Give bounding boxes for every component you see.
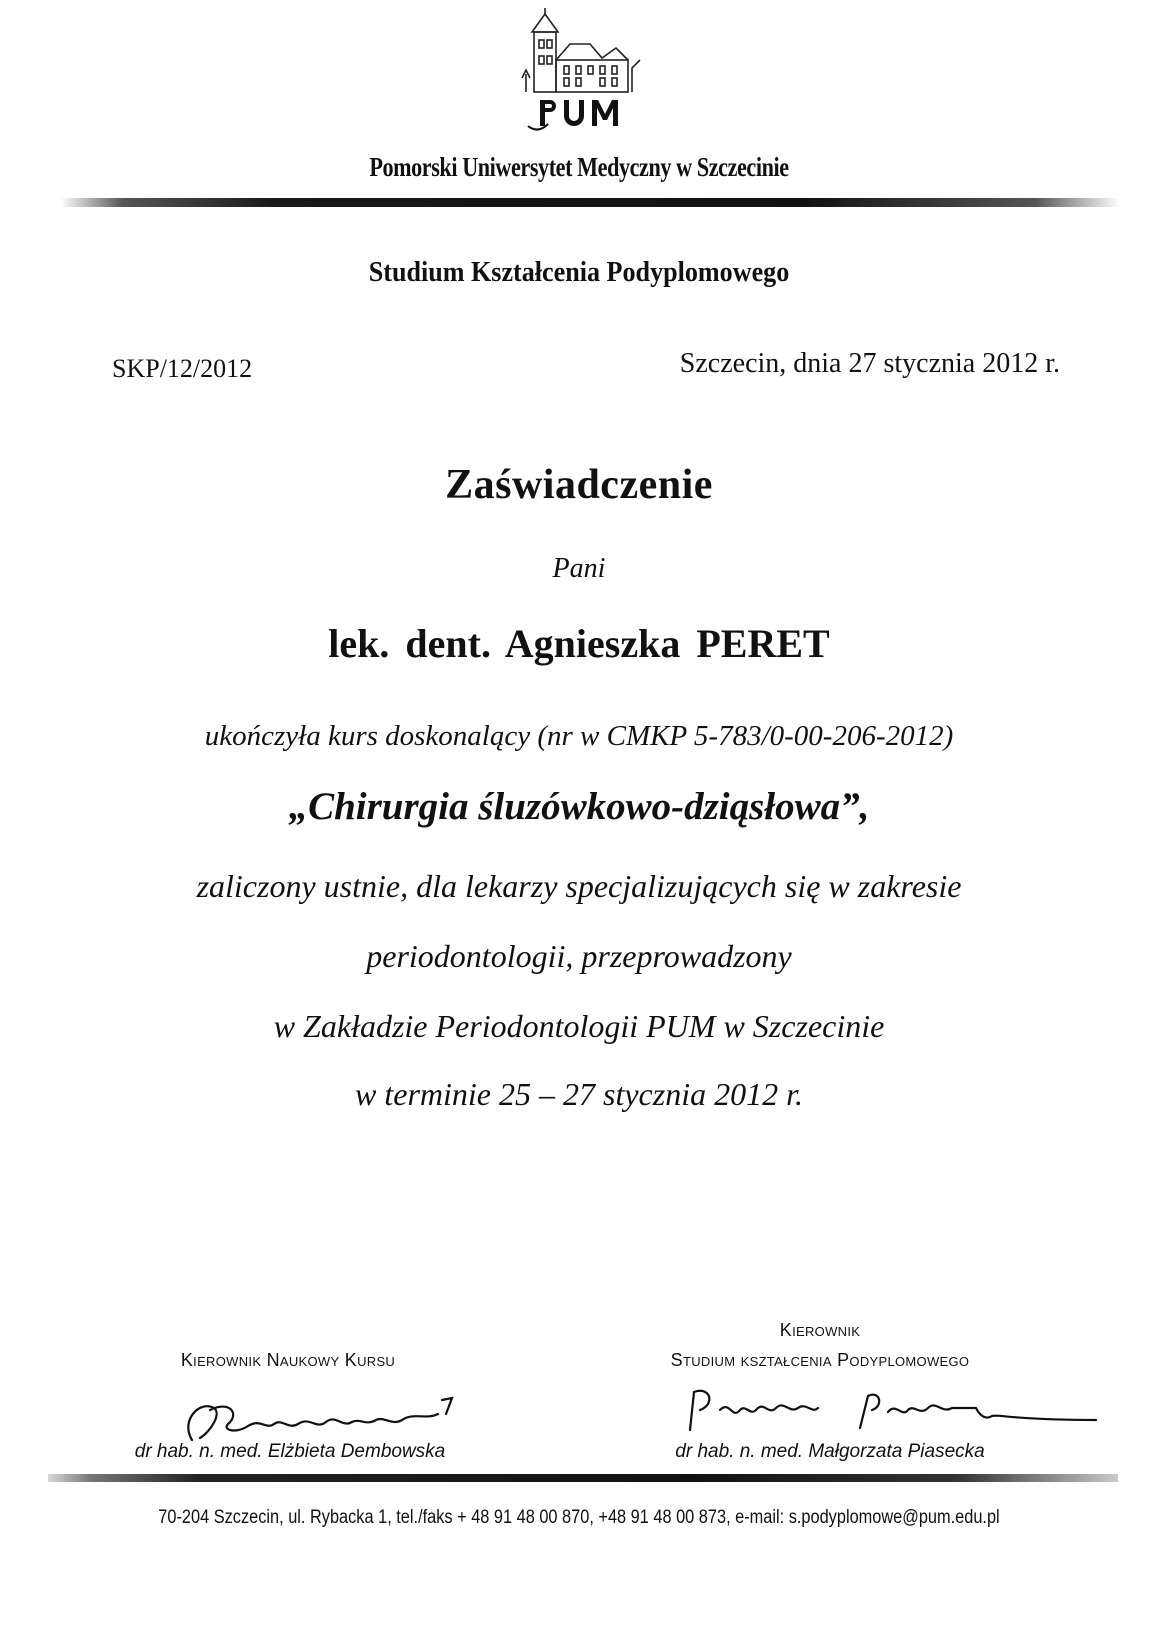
course-term: w terminie 25 – 27 stycznia 2012 r. (355, 1076, 803, 1112)
reference-number: SKP/12/2012 (112, 354, 253, 383)
course-name: „Chirurgia śluzówkowo-dziąsłowa”, (288, 785, 870, 828)
footer-contact: 70-204 Szczecin, ul. Rybacka 1, tel./faks + 48 91 48 00 870, +48 91 48 00 873, e-mail: s.podyplomowe@pum.edu.pl (158, 1507, 1000, 1528)
right-signature-role-line-2: Studium kształcenia Podyplomowego (670, 1350, 970, 1370)
right-signatory-name: dr hab. n. med. Małgorzata Piasecka (675, 1441, 985, 1462)
completion-line: ukończyła kurs doskonalący (nr w CMKP 5-783/0-00-206-2012) (204, 720, 954, 752)
department-name: Studium Kształcenia Podyplomowego (368, 256, 790, 288)
salutation: Pani (552, 553, 606, 584)
left-signature-role: Kierownik Naukowy Kursu (180, 1350, 396, 1370)
university-name: Pomorski Uniwersytet Medyczny w Szczecinie (369, 152, 789, 182)
right-signature-role-line-1: Kierownik (779, 1320, 861, 1340)
right-handwritten-signature (680, 1380, 1100, 1450)
details-line-1: zaliczony ustnie, dla lekarzy specjalizujących się w zakresie (196, 868, 962, 904)
details-line-2: periodontologii, przeprowadzony (366, 938, 792, 974)
details-line-3: w Zakładzie Periodontologii PUM w Szczecinie (273, 1008, 885, 1044)
place-date: Szczecin, dnia 27 stycznia 2012 r. (679, 348, 1060, 379)
left-signatory-name: dr hab. n. med. Elżbieta Dembowska (134, 1441, 446, 1462)
certificate-title: Zaświadczenie (445, 462, 713, 508)
recipient-name: lek. dent. Agnieszka PERET (328, 621, 830, 666)
university-logo (520, 8, 650, 140)
footer-divider (48, 1474, 1118, 1482)
castle-logo-icon (520, 8, 650, 140)
header-divider (60, 198, 1120, 207)
